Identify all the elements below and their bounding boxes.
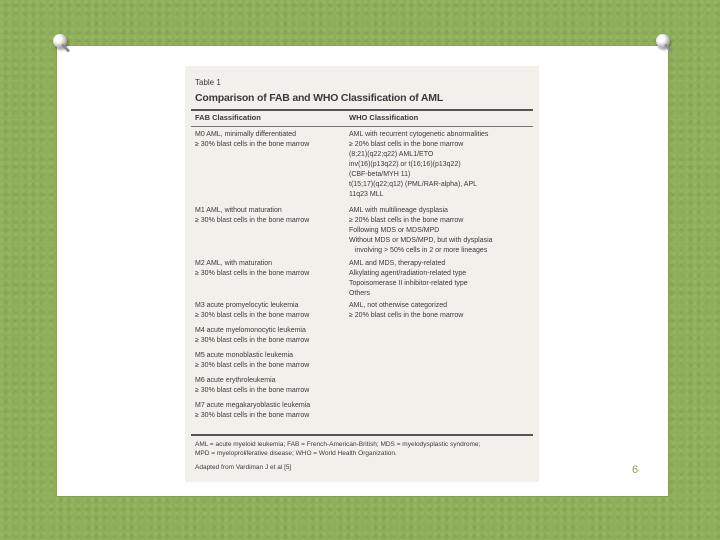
- table-footnote: AML = acute myeloid leukemia; FAB = French-American-British; MDS = myelodysplastic syndrome; MPD = myeloproliferative disease; WHO = World Health Organization.: [195, 441, 481, 457]
- who-row-not-otherwise-categorized: AML, not otherwise categorized ≥ 20% blast cells in the bone marrow: [349, 302, 464, 319]
- fab-row-m0: M0 AML, minimally differentiated ≥ 30% blast cells in the bone marrow: [195, 131, 310, 148]
- pushpin-top-right-icon: [656, 34, 670, 48]
- table-header-rule: [191, 126, 533, 127]
- fab-column-header: FAB Classification: [195, 113, 261, 122]
- table-caption: Table 1: [195, 78, 221, 87]
- who-row-recurrent-cytogenetic: AML with recurrent cytogenetic abnormalities ≥ 20% blast cells in the bone marrow (8;21)(q22;q22) AML1/ETO inv(16)(p13q22) or t(16;16)(p13q22) (CBF-beta/MYH 11) t(15;17)(q22;q12) (PML/RAR-alpha), APL 11q23 MLL: [349, 131, 489, 198]
- table-bottom-rule: [191, 434, 533, 436]
- fab-row-m3: M3 acute promyelocytic leukemia ≥ 30% blast cells in the bone marrow: [195, 302, 310, 319]
- classification-table: [185, 66, 539, 482]
- table-top-rule: [191, 109, 533, 111]
- fab-row-m7: M7 acute megakaryoblastic leukemia ≥ 30% blast cells in the bone marrow: [195, 402, 311, 419]
- pushpin-top-left-icon: [53, 34, 67, 48]
- slide-number: 6: [632, 464, 639, 476]
- who-row-therapy-related: AML and MDS, therapy-related Alkylating agent/radiation-related type Topoisomerase II inhibitor-related type Others: [349, 260, 468, 297]
- who-row-multilineage-dysplasia: AML with multilineage dysplasia ≥ 20% blast cells in the bone marrow Following MDS or MDS/MPD Without MDS or MDS/MPD, but with dysplasia involving > 50% cells in 2 or more lineages: [349, 207, 493, 254]
- fab-row-m6: M6 acute erythroleukemia ≥ 30% blast cells in the bone marrow: [195, 377, 310, 394]
- table-source: Adapted from Vardiman J et al [5]: [195, 464, 292, 471]
- table-title: Comparison of FAB and WHO Classification of AML: [195, 92, 444, 104]
- fab-row-m5: M5 acute monoblastic leukemia ≥ 30% blast cells in the bone marrow: [195, 352, 310, 369]
- slide: [57, 46, 668, 496]
- who-column-header: WHO Classification: [349, 113, 419, 122]
- fab-row-m1: M1 AML, without maturation ≥ 30% blast cells in the bone marrow: [195, 207, 310, 224]
- fab-row-m4: M4 acute myelomonocytic leukemia ≥ 30% blast cells in the bone marrow: [195, 327, 310, 344]
- fab-row-m2: M2 AML, with maturation ≥ 30% blast cells in the bone marrow: [195, 260, 310, 277]
